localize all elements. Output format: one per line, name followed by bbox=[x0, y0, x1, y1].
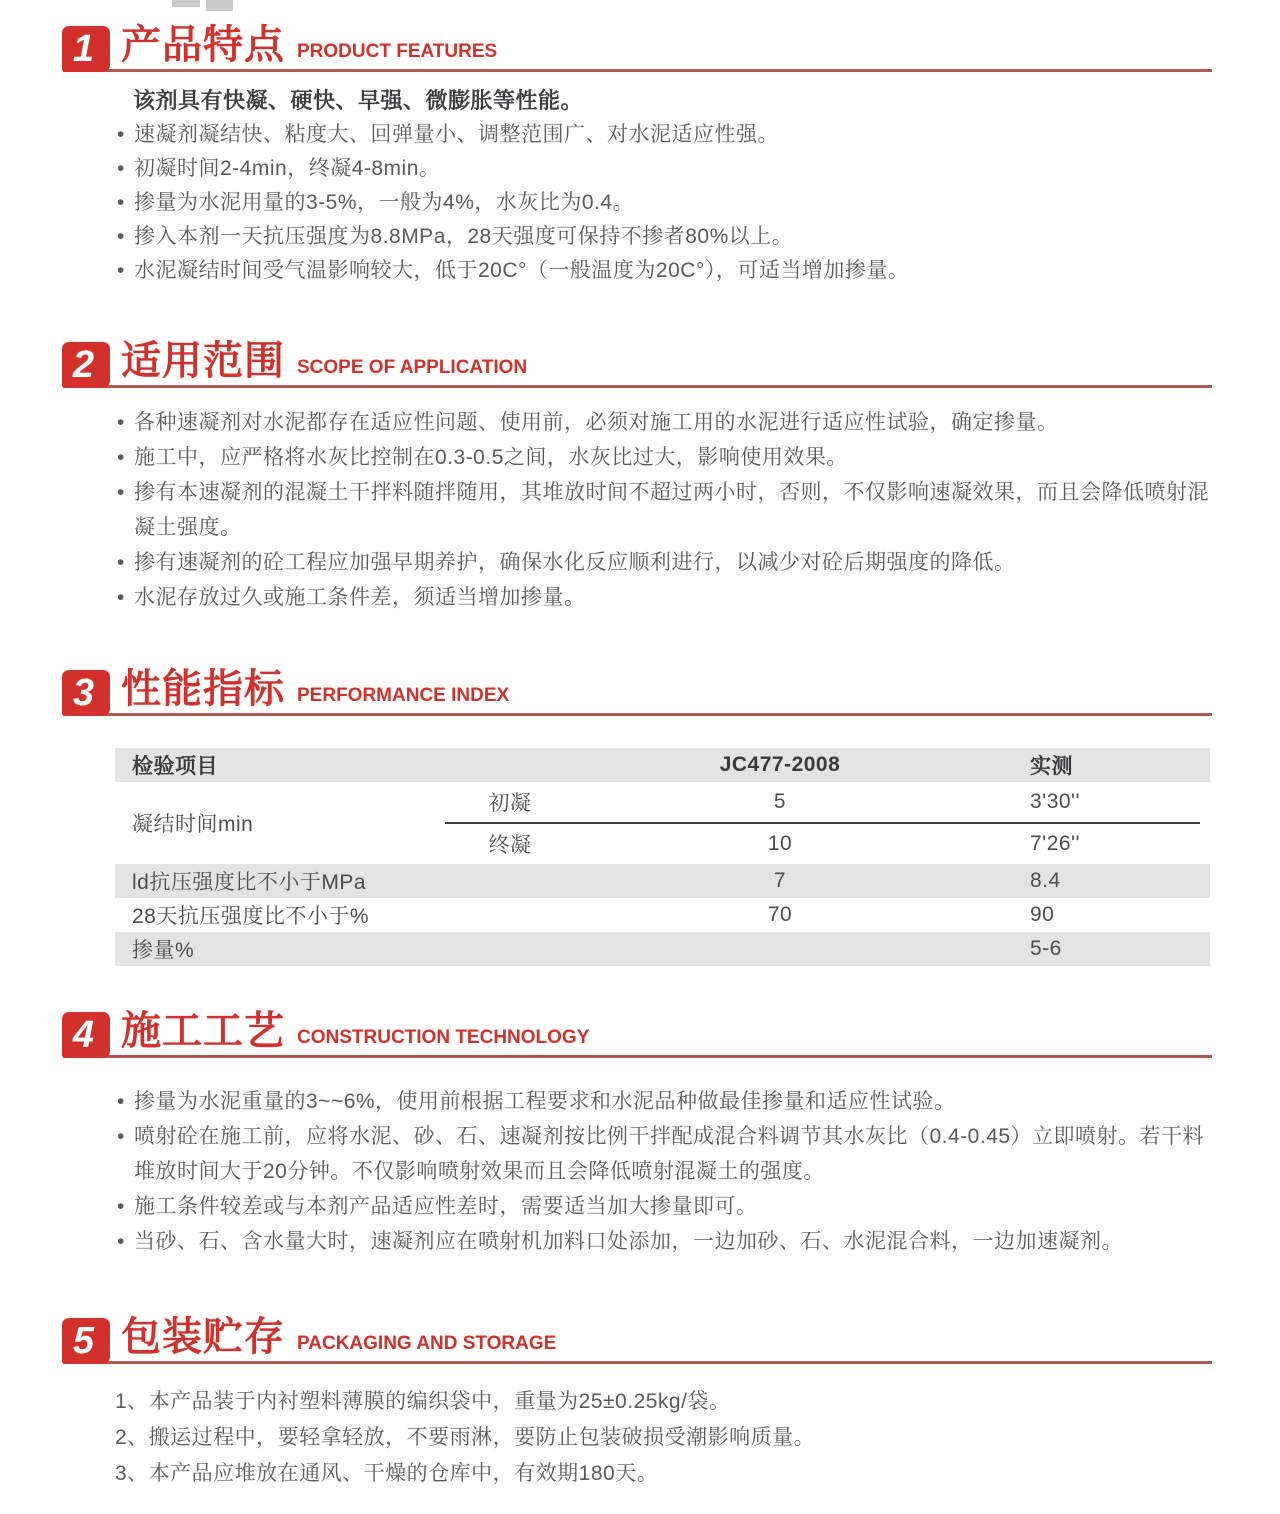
table-cell-measured: 8.4 bbox=[1030, 869, 1061, 892]
numbered-item: 3、本产品应堆放在通风、干燥的仓库中，有效期180天。 bbox=[115, 1462, 659, 1485]
bullet-item: • 初凝时间2-4min，终凝4-8min。 bbox=[115, 152, 1213, 186]
section-number: 2 bbox=[72, 344, 95, 386]
bullet-item: • 施工条件较差或与本剂产品适应性差时，需要适当加大掺量即可。 bbox=[115, 1189, 1213, 1224]
section-body bbox=[115, 1084, 1213, 1259]
table-cell-sub: 初凝 bbox=[488, 792, 532, 815]
bullet-item: • 掺入本剂一天抗压强度为8.8MPa，28天强度可保持不掺者80%以上。 bbox=[115, 220, 1213, 254]
table-cell-measured: 7'26'' bbox=[1030, 832, 1081, 855]
bullet-item: • 掺有本速凝剂的混凝土干拌料随拌随用，其堆放时间不超过两小时，否则，不仅影响速凝效果，而且会降低喷射混凝土强度。 bbox=[115, 475, 1213, 545]
section-title-cn: 包装贮存 bbox=[121, 1315, 285, 1359]
table-cell-sub: 终凝 bbox=[488, 834, 532, 857]
table-row bbox=[445, 824, 1210, 864]
bullet-item: • 施工中，应严格将水灰比控制在0.3-0.5之间，水灰比过大，影响使用效果。 bbox=[115, 440, 1213, 475]
table-header-measured: 实测 bbox=[1030, 755, 1073, 778]
table-header-standard: JC477-2008 bbox=[719, 753, 841, 776]
bullet-item: • 各种速凝剂对水泥都存在适应性问题、使用前，必须对施工用的水泥进行适应性试验，确定掺量。 bbox=[115, 405, 1213, 440]
table-row bbox=[115, 898, 1210, 932]
table-row bbox=[115, 864, 1210, 898]
table-header-item: 检验项目 bbox=[132, 755, 218, 778]
table-row bbox=[115, 932, 1210, 966]
section-title-cn: 适用范围 bbox=[121, 339, 285, 383]
section-title-en: SCOPE OF APPLICATION bbox=[297, 357, 528, 378]
table-cell-standard: 5 bbox=[773, 790, 787, 813]
section-header bbox=[121, 1314, 556, 1360]
section-number-badge bbox=[62, 342, 110, 388]
bullet-item: • 喷射砼在施工前，应将水泥、砂、石、速凝剂按比例干拌配成混合料调节其水灰比（0.4-0.45）立即喷射。若干料堆放时间大于20分钟。不仅影响喷射效果而且会降低喷射混凝土的强度。 bbox=[115, 1119, 1213, 1189]
section-title-cn: 性能指标 bbox=[121, 667, 285, 711]
section-title-en: PRODUCT FEATURES bbox=[297, 41, 498, 62]
bullet-item: • 掺有速凝剂的砼工程应加强早期养护，确保水化反应顺利进行，以减少对砼后期强度的降低。 bbox=[115, 545, 1213, 580]
section-number: 5 bbox=[72, 1320, 95, 1362]
bullet-item: • 掺量为水泥用量的3-5%，一般为4%，水灰比为0.4。 bbox=[115, 186, 1213, 220]
section-header bbox=[121, 1008, 589, 1054]
table-cell-measured: 90 bbox=[1030, 903, 1055, 926]
section-number: 4 bbox=[72, 1014, 95, 1056]
table-cell-label: 掺量% bbox=[132, 939, 195, 962]
table-cell-measured: 3'30'' bbox=[1030, 790, 1081, 813]
table-row bbox=[445, 782, 1210, 822]
section-title-cn: 产品特点 bbox=[121, 23, 285, 67]
section-body bbox=[115, 405, 1213, 615]
section-number: 1 bbox=[72, 28, 95, 70]
section-body bbox=[115, 84, 1213, 288]
table-cell-standard: 10 bbox=[767, 832, 793, 855]
section-number-badge bbox=[62, 1012, 110, 1058]
table-group-setting-time bbox=[115, 782, 1210, 864]
scan-artifact bbox=[172, 0, 200, 7]
section-rule bbox=[63, 713, 1212, 716]
section-rule bbox=[63, 385, 1212, 388]
section-title-en: CONSTRUCTION TECHNOLOGY bbox=[297, 1027, 590, 1048]
section-rule bbox=[63, 1055, 1212, 1058]
table-cell-standard: 70 bbox=[767, 903, 793, 926]
section-header bbox=[121, 22, 497, 68]
intro-line: 该剂具有快凝、硬快、早强、微膨胀等性能。 bbox=[133, 88, 584, 113]
section-header bbox=[121, 338, 527, 384]
performance-table bbox=[115, 748, 1210, 966]
table-group-label: 凝结时间min bbox=[132, 813, 254, 836]
section-title-cn: 施工工艺 bbox=[121, 1009, 285, 1053]
section-rule bbox=[63, 1361, 1212, 1364]
table-cell-standard: 7 bbox=[773, 869, 787, 892]
section-number: 3 bbox=[72, 672, 95, 714]
table-cell-measured: 5-6 bbox=[1030, 937, 1062, 960]
section-title-en: PERFORMANCE INDEX bbox=[297, 685, 510, 706]
section-body bbox=[115, 1384, 1213, 1492]
bullet-item: • 当砂、石、含水量大时，速凝剂应在喷射机加料口处添加，一边加砂、石、水泥混合料，一边加速凝剂。 bbox=[115, 1224, 1213, 1259]
section-rule bbox=[63, 69, 1212, 72]
scan-artifact bbox=[206, 0, 233, 11]
section-title-en: PACKAGING AND STORAGE bbox=[297, 1333, 557, 1354]
section-number-badge bbox=[62, 1318, 110, 1364]
table-header-row bbox=[115, 748, 1210, 782]
bullet-item: • 水泥存放过久或施工条件差，须适当增加掺量。 bbox=[115, 580, 1213, 615]
section-number-badge bbox=[62, 670, 110, 716]
bullet-item: • 水泥凝结时间受气温影响较大，低于20C°（一般温度为20C°），可适当增加掺量。 bbox=[115, 254, 1213, 288]
table-cell-label: ld抗压强度比不小于MPa bbox=[132, 871, 367, 894]
section-header bbox=[121, 666, 509, 712]
table-group-rows bbox=[445, 782, 1210, 864]
table-cell-label: 28天抗压强度比不小于% bbox=[132, 905, 370, 928]
numbered-item: 2、搬运过程中，要轻拿轻放，不要雨淋，要防止包装破损受潮影响质量。 bbox=[115, 1426, 816, 1449]
section-number-badge bbox=[62, 26, 110, 72]
bullet-item: • 掺量为水泥重量的3~~6%，使用前根据工程要求和水泥品种做最佳掺量和适应性试验。 bbox=[115, 1084, 1213, 1119]
bullet-item: • 速凝剂凝结快、粘度大、回弹量小、调整范围广、对水泥适应性强。 bbox=[115, 118, 1213, 152]
numbered-item: 1、本产品装于内衬塑料薄膜的编织袋中，重量为25±0.25kg/袋。 bbox=[115, 1390, 731, 1413]
